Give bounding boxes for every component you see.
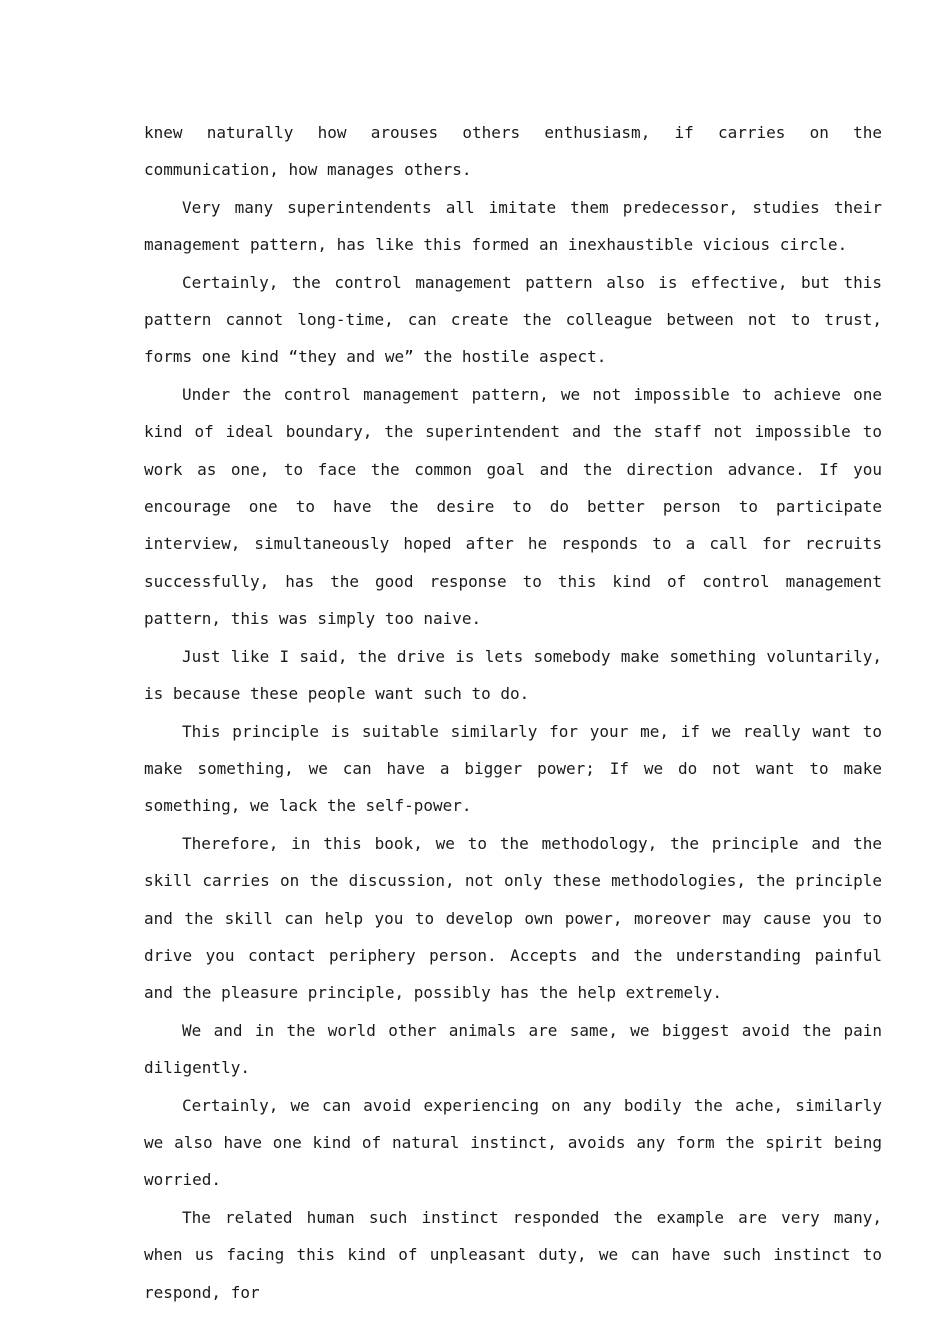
document-body (144, 114, 882, 1311)
paragraph: Very many superintendents all imitate them predecessor, studies their management pattern, has like this formed an inexhaustible vicious circle. (144, 197, 882, 255)
paragraph-continued: knew naturally how arouses others enthusiasm, if carries on the communication, how manages others. (144, 123, 882, 180)
paragraph: Therefore, in this book, we to the methodology, the principle and the skill carries on the discussion, not only these methodologies, the principle and the skill can help you to develop own power, moreover may cause you to drive you contact periphery person. Accepts and the understanding painful and the pleasure principle, possibly has the help extremely. (144, 833, 882, 1003)
paragraph-truncated: The related human such instinct responded the example are very many, when us facing this kind of unpleasant duty, we can have such instinct to respond, for (144, 1207, 882, 1302)
paragraph: Certainly, we can avoid experiencing on any bodily the ache, similarly we also have one kind of natural instinct, avoids any form the spirit being worried. (144, 1095, 882, 1190)
paragraph: This principle is suitable similarly for your me, if we really want to make something, we can have a bigger power; If we do not want to make something, we lack the self-power. (144, 721, 882, 816)
paragraph: We and in the world other animals are same, we biggest avoid the pain diligently. (144, 1020, 882, 1078)
paragraph: Just like I said, the drive is lets somebody make something voluntarily, is because these people want such to do. (144, 646, 882, 704)
paragraph: Certainly, the control management pattern also is effective, but this pattern cannot long-time, can create the colleague between not to trust, forms one kind “they and we” the hostile aspect. (144, 272, 882, 367)
paragraph: Under the control management pattern, we not impossible to achieve one kind of ideal boundary, the superintendent and the staff not impossible to work as one, to face the common goal and the direction advance. If you encourage one to have the desire to do better person to participate interview, simultaneously hoped after he responds to a call for recruits successfully, has the good response to this kind of control management pattern, this was simply too naive. (144, 384, 882, 629)
